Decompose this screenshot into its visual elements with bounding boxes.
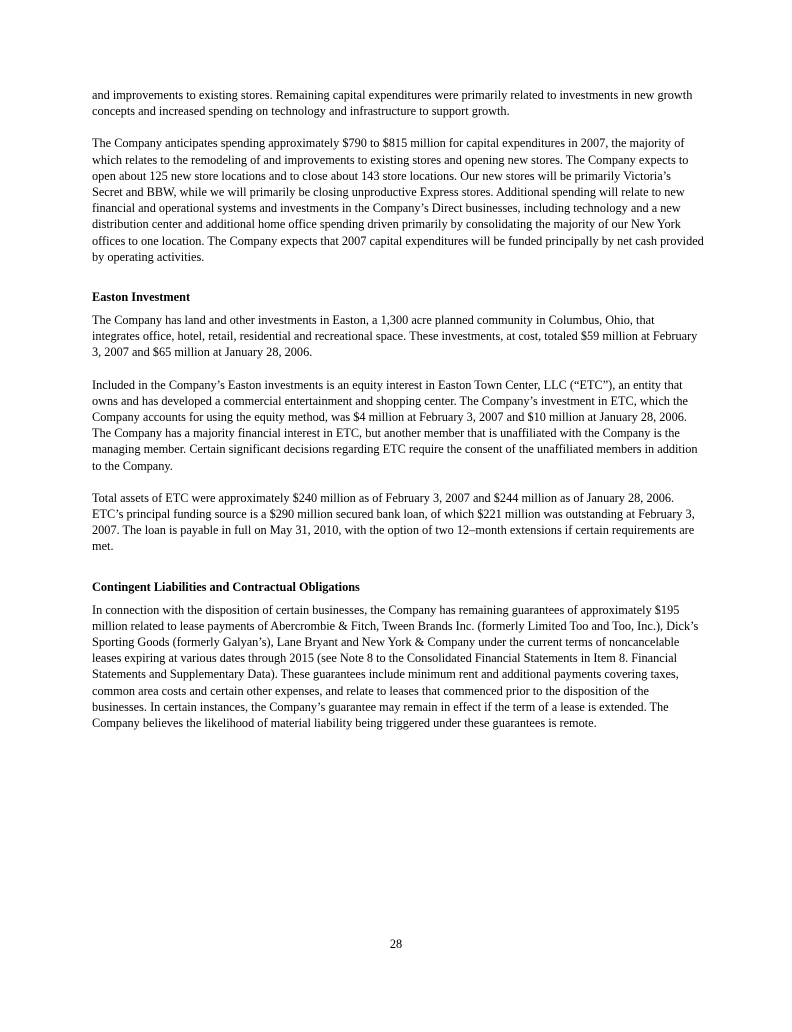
contingent-liabilities-heading: Contingent Liabilities and Contractual Obligations (92, 579, 360, 594)
contingent-section-heading-block (92, 579, 704, 595)
easton-section-heading-block (92, 289, 704, 305)
easton-etc-equity-paragraph: Included in the Company’s Easton investments is an equity interest in Easton Town Center, LLC (“ETC”), an entity that owns and has developed a commercial entertainment and shopping center. The Company’s investment in ETC, which the Company accounts for using the equity method, was $4 million at February 3, 2007 and $10 million at January 28, 2006. The Company has a majority financial interest in ETC, but another member that is unaffiliated with the Company is the managing member. Certain significant decisions regarding ETC require the consent of the unaffiliated members in addition to the Company. (92, 377, 698, 473)
capex-outlook-paragraph: The Company anticipates spending approximately $790 to $815 million for capital expenditures in 2007, the majority of which relates to the remodeling of and improvements to existing stores and opening new stores. The Company expects to open about 125 new store locations and to close about 143 store locations. Our new stores will be primarily Victoria’s Secret and BBW, while we will primarily be closing unproductive Express stores. Additional spending will relate to new financial and operational systems and investments in the Company’s Direct businesses, including technology and a new distribution center and additional home office spending driven primarily by consolidating the majority of our New York offices to one location. The Company expects that 2007 capital expenditures will be funded principally by net cash provided by operating activities. (92, 136, 704, 264)
easton-investment-heading: Easton Investment (92, 290, 191, 305)
capex-paragraph-continued: and improvements to existing stores. Remaining capital expenditures were primarily related to investments in new growth concepts and increased spending on technology and infrastructure to support growth. (92, 88, 693, 119)
easton-etc-assets-paragraph: Total assets of ETC were approximately $240 million as of February 3, 2007 and $244 million as of January 28, 2006. ETC’s principal funding source is a $290 million secured bank loan, of which $221 million was outstanding at February 3, 2007. The loan is payable in full on May 31, 2010, with the option of two 12–month extensions if certain requirements are met. (92, 490, 695, 554)
easton-land-paragraph: The Company has land and other investments in Easton, a 1,300 acre planned community in Columbus, Ohio, that integrates office, hotel, retail, residential and recreational space. These investments, at cost, totaled $59 million at February 3, 2007 and $65 million at January 28, 2006. (92, 313, 698, 360)
page-number: 28 (389, 937, 403, 951)
document-page (92, 87, 704, 731)
contingent-guarantees-paragraph: In connection with the disposition of certain businesses, the Company has remaining guarantees of approximately $195 million related to lease payments of Abercrombie & Fitch, Tween Brands Inc. (formerly Limited Too and Too, Inc.), Dick’s Sporting Goods (formerly Galyan’s), Lane Bryant and New York & Company under the current terms of noncancelable leases expiring at various dates through 2015 (see Note 8 to the Consolidated Financial Statements in Item 8. Financial Statements and Supplementary Data). These guarantees include minimum rent and additional payments covering taxes, common area costs and certain other expenses, and relate to leases that commenced prior to the disposition of the businesses. In certain instances, the Company’s guarantee may remain in effect if the term of a lease is extended. The Company believes the likelihood of material liability being triggered under these guarantees is remote. (92, 602, 699, 731)
